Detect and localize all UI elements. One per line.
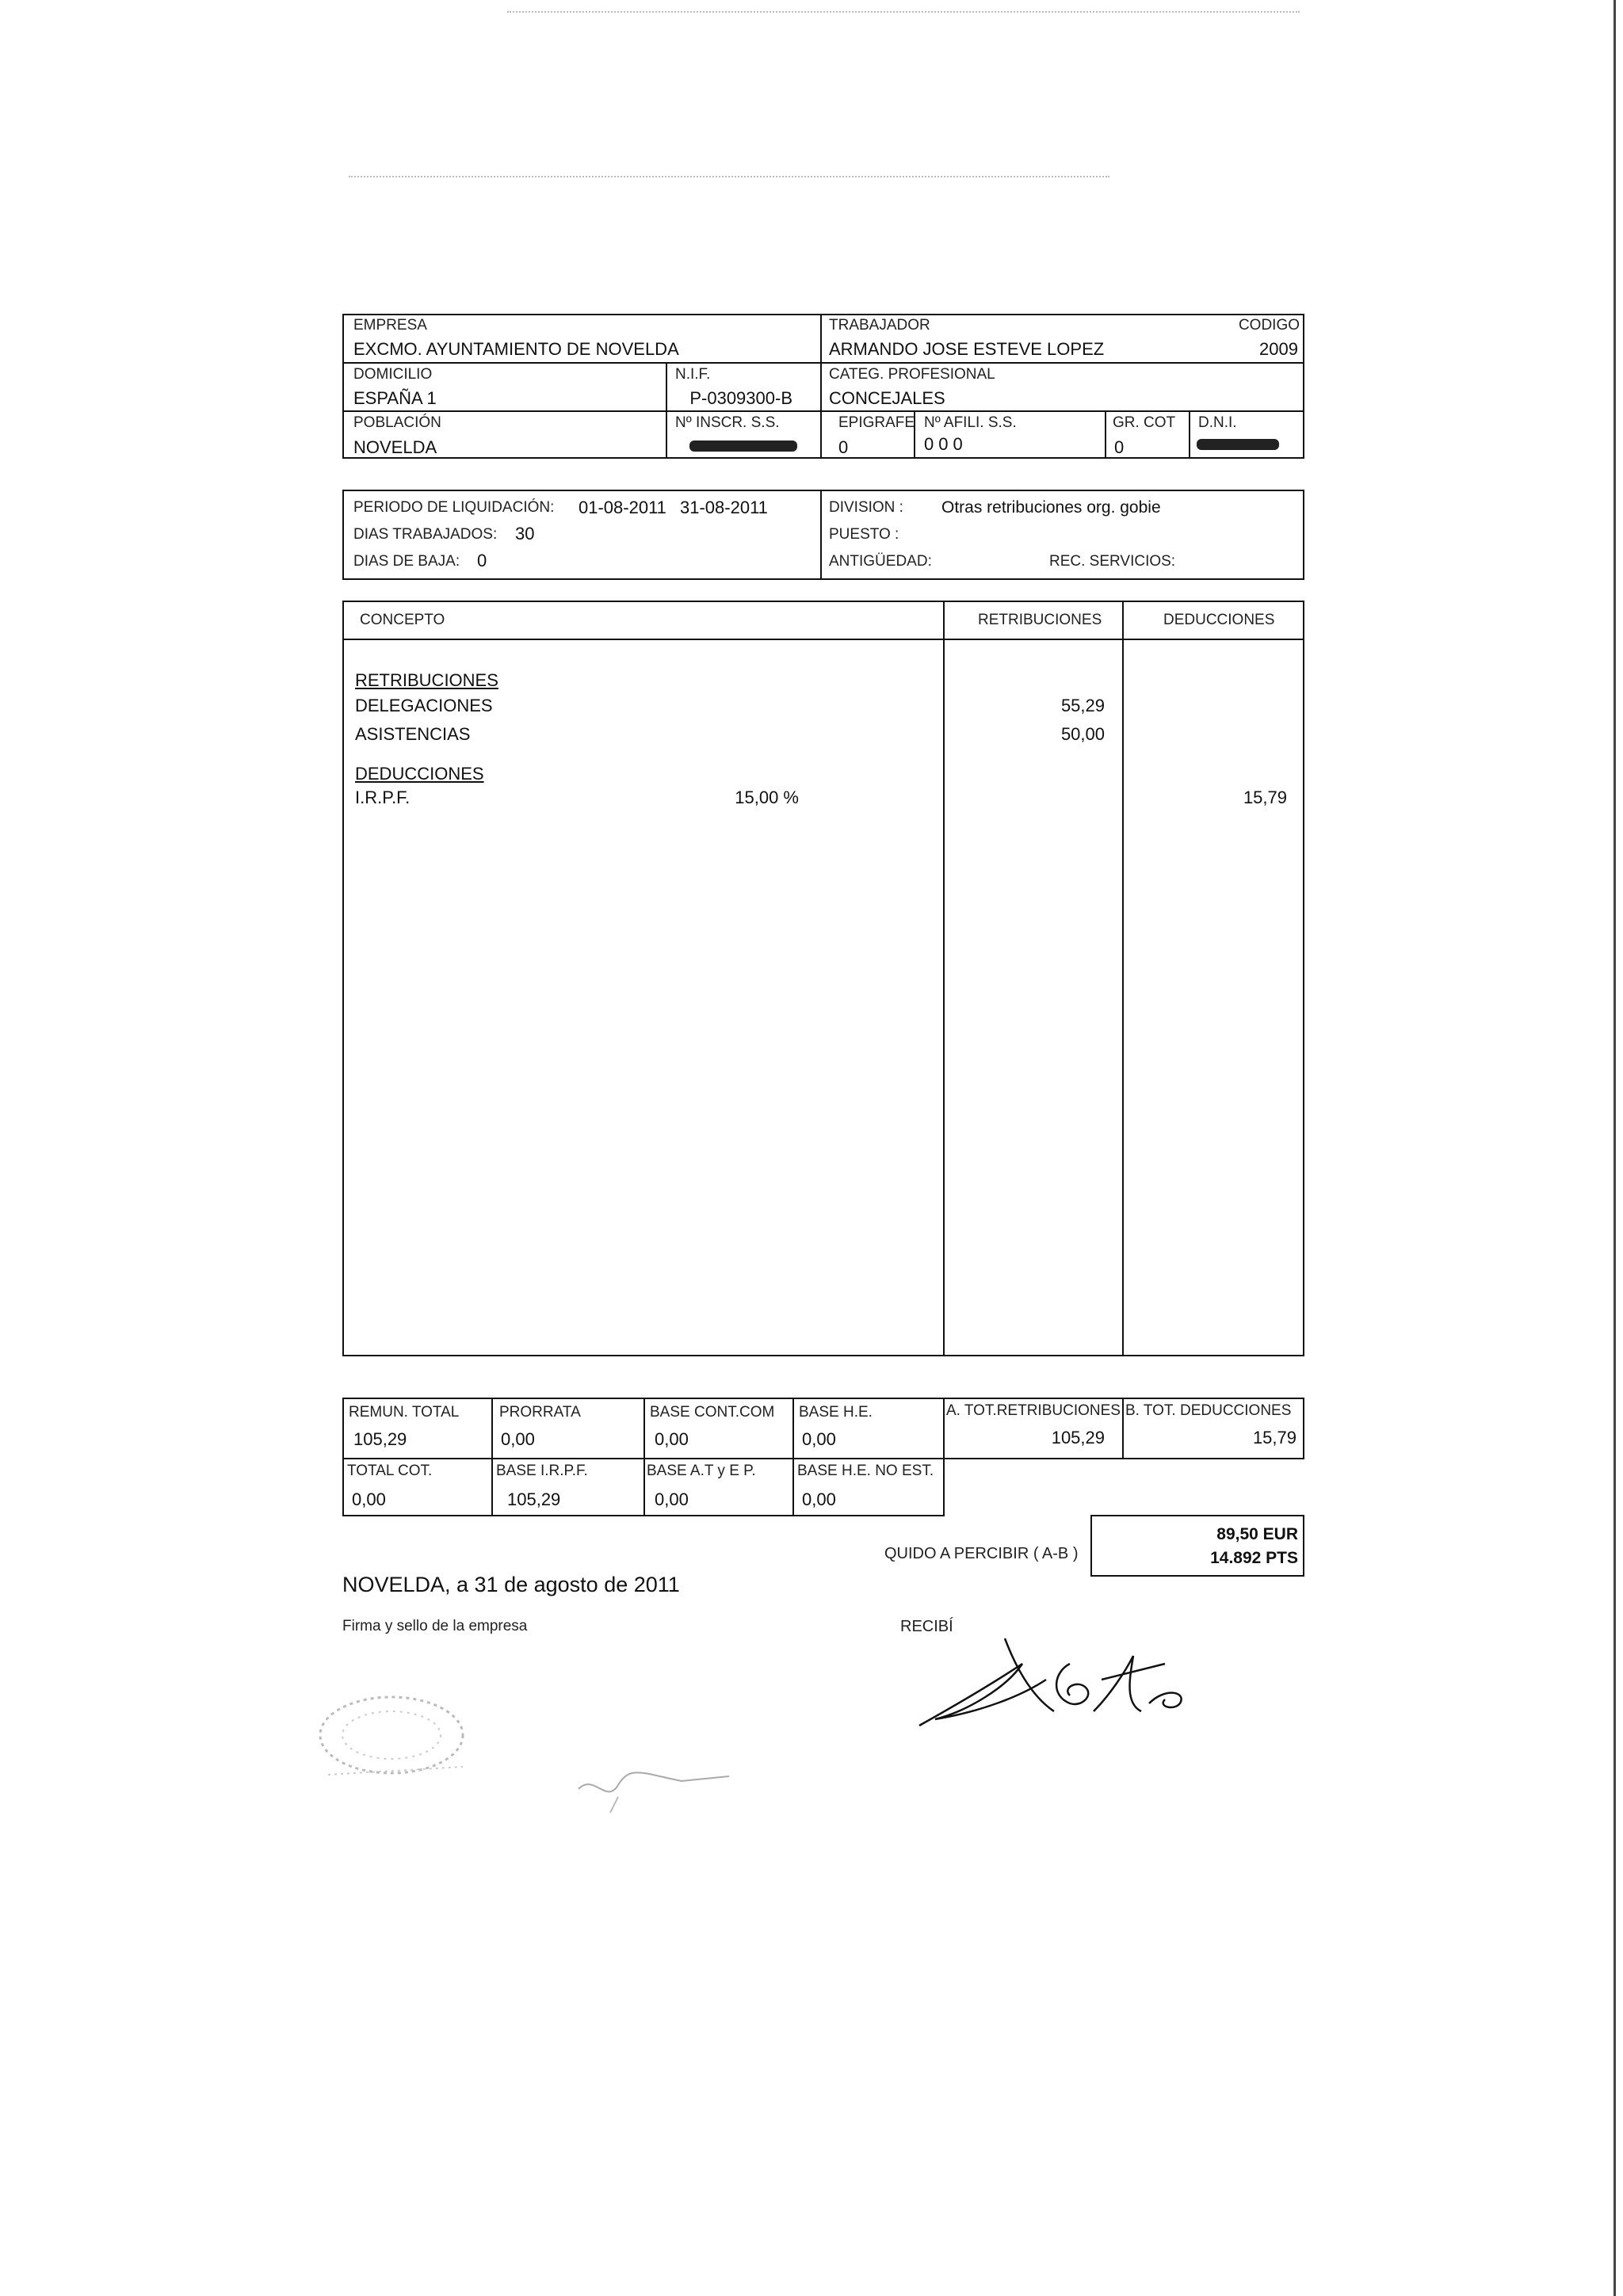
base-he-value: 0,00 [802, 1429, 836, 1449]
grcot-label: GR. COT [1113, 414, 1176, 431]
row-irpf-label: I.R.P.F. [355, 788, 411, 807]
dni-label: D.N.I. [1198, 414, 1237, 431]
dias-trabajados-label: DIAS TRABAJADOS: [353, 526, 498, 543]
liquido-pts: 14.892 PTS [1210, 1549, 1298, 1567]
tot-deducciones-value: 15,79 [1252, 1428, 1296, 1447]
trabajador-label: TRABAJADOR [829, 317, 930, 334]
poblacion-label: POBLACIÓN [353, 414, 441, 431]
dias-baja-label: DIAS DE BAJA: [353, 553, 460, 570]
codigo-value: 2009 [1259, 339, 1298, 359]
tot-retribuciones-label: A. TOT.RETRIBUCIONES [946, 1402, 1121, 1419]
tot-deducciones-label: B. TOT. DEDUCCIONES [1125, 1402, 1292, 1419]
nif-value: P-0309300-B [689, 388, 792, 408]
scan-artifact-line [349, 176, 1109, 177]
company-stamp-image [304, 1688, 479, 1791]
empresa-value: EXCMO. AYUNTAMIENTO DE NOVELDA [353, 339, 679, 359]
firma-label: Firma y sello de la empresa [342, 1618, 528, 1634]
domicilio-value: ESPAÑA 1 [353, 388, 437, 408]
periodo-label: PERIODO DE LIQUIDACIÓN: [353, 499, 555, 516]
rec-servicios-label: REC. SERVICIOS: [1049, 553, 1176, 570]
scan-edge [1613, 0, 1616, 2296]
afili-label: Nº AFILI. S.S. [924, 414, 1017, 431]
base-irpf-label: BASE I.R.P.F. [496, 1463, 588, 1479]
base-he-noest-value: 0,00 [802, 1489, 836, 1509]
grcot-value: 0 [1114, 437, 1125, 457]
categ-label: CATEG. PROFESIONAL [829, 366, 995, 383]
base-cont-value: 0,00 [655, 1429, 689, 1449]
recibi-label: RECIBÍ [900, 1618, 953, 1635]
dias-trabajados-value: 30 [515, 524, 535, 543]
col-retribuciones: RETRIBUCIONES [978, 612, 1102, 628]
section-retribuciones: RETRIBUCIONES [355, 670, 498, 690]
redacted-inscr [689, 441, 797, 452]
epigrafe-label: EPIGRAFE [838, 414, 915, 431]
worker-signature-image [911, 1632, 1197, 1735]
dias-baja-value: 0 [477, 551, 487, 570]
nif-label: N.I.F. [675, 366, 711, 383]
base-cont-label: BASE CONT.COM [650, 1404, 775, 1421]
row-delegaciones-value: 55,29 [1060, 696, 1105, 715]
base-irpf-value: 105,29 [507, 1489, 561, 1509]
periodo-hasta: 31-08-2011 [680, 498, 768, 517]
epigrafe-value: 0 [838, 437, 849, 457]
empresa-label: EMPRESA [353, 317, 427, 334]
col-deducciones: DEDUCCIONES [1163, 612, 1275, 628]
row-asistencias-value: 50,00 [1060, 724, 1105, 744]
periodo-desde: 01-08-2011 [579, 498, 666, 517]
col-concepto: CONCEPTO [360, 612, 445, 628]
remun-total-value: 105,29 [353, 1429, 407, 1449]
base-at-label: BASE A.T y E P. [647, 1463, 756, 1479]
total-cot-value: 0,00 [352, 1489, 386, 1509]
poblacion-value: NOVELDA [353, 437, 437, 457]
liquido-eur: 89,50 EUR [1216, 1525, 1298, 1543]
base-at-value: 0,00 [655, 1489, 689, 1509]
base-he-label: BASE H.E. [799, 1404, 873, 1421]
scan-artifact-top [507, 11, 1300, 13]
liquido-label: QUIDO A PERCIBIR ( A-B ) [884, 1545, 1079, 1562]
division-label: DIVISION : [829, 499, 903, 516]
puesto-label: PUESTO : [829, 526, 899, 543]
company-signature-image [571, 1757, 745, 1821]
remun-total-label: REMUN. TOTAL [349, 1404, 460, 1421]
total-cot-label: TOTAL COT. [347, 1463, 433, 1479]
section-deducciones: DEDUCCIONES [355, 764, 484, 784]
prorrata-value: 0,00 [501, 1429, 535, 1449]
base-he-noest-label: BASE H.E. NO EST. [797, 1463, 934, 1479]
row-irpf-percent: 15,00 % [735, 788, 799, 807]
row-delegaciones-label: DELEGACIONES [355, 696, 493, 715]
antiguedad-label: ANTIGÜEDAD: [829, 553, 932, 570]
division-value: Otras retribuciones org. gobie [941, 498, 1161, 517]
header-frame [342, 314, 1304, 459]
row-asistencias-label: ASISTENCIAS [355, 724, 471, 744]
place-date: NOVELDA, a 31 de agosto de 2011 [342, 1573, 680, 1596]
inscr-label: Nº INSCR. S.S. [675, 414, 780, 431]
domicilio-label: DOMICILIO [353, 366, 433, 383]
tot-retribuciones-value: 105,29 [1051, 1428, 1105, 1447]
codigo-label: CODIGO [1238, 317, 1300, 334]
categ-value: CONCEJALES [829, 388, 945, 408]
row-irpf-value: 15,79 [1243, 788, 1287, 807]
afili-value: 000 [924, 434, 968, 454]
trabajador-value: ARMANDO JOSE ESTEVE LOPEZ [829, 339, 1105, 359]
redacted-dni [1197, 439, 1279, 450]
prorrata-label: PRORRATA [499, 1404, 581, 1421]
